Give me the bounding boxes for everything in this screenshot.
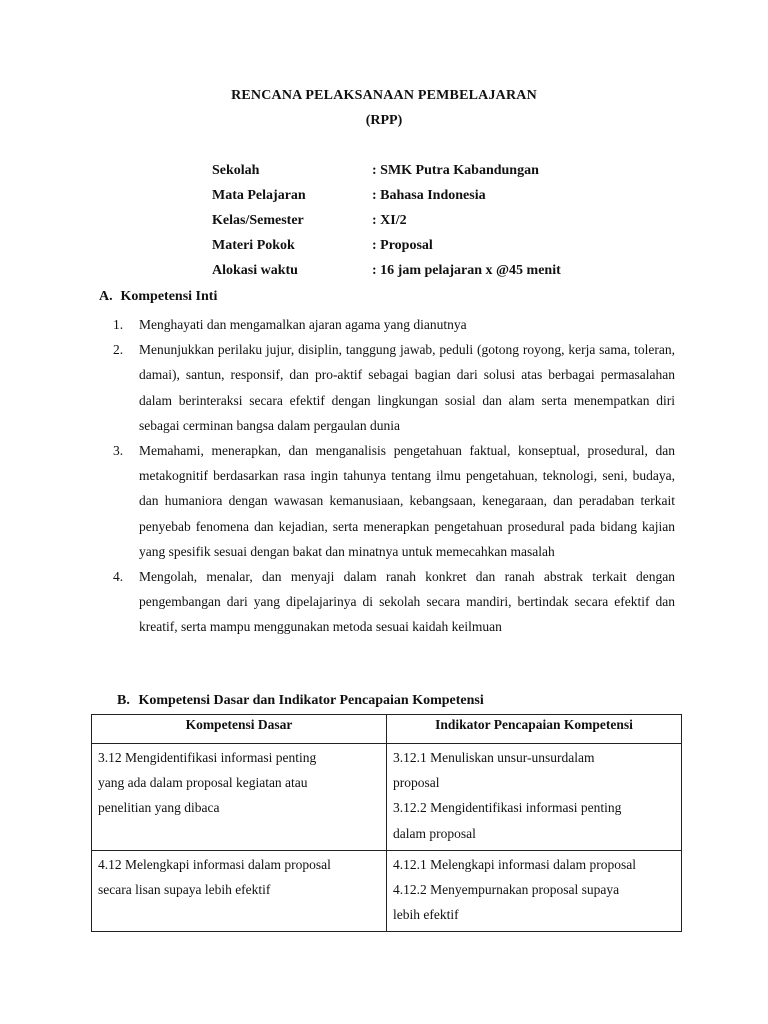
list-item [113, 312, 675, 337]
cell-line: 4.12.2 Menyempurnakan proposal supaya [393, 882, 620, 898]
info-row-alokasi-waktu [212, 263, 632, 288]
info-row-materi-pokok [212, 238, 632, 263]
list-item-number: 3. [113, 443, 124, 459]
section-title: Kompetensi Inti [120, 289, 218, 304]
info-label: Mata Pelajaran [212, 188, 306, 203]
cell-line: dalam proposal [393, 825, 476, 841]
cell-line: 4.12 Melengkapi informasi dalam proposal [98, 856, 331, 872]
info-label: Materi Pokok [212, 238, 295, 253]
table-row [92, 850, 682, 932]
info-label: Sekolah [212, 163, 260, 178]
cell-line: yang ada dalam proposal kegiatan atau [98, 775, 308, 791]
list-item [113, 438, 675, 564]
table-cell-kd [92, 850, 387, 932]
cell-line: 3.12.2 Mengidentifikasi informasi penting [393, 800, 622, 816]
identity-block [212, 163, 632, 288]
document-subtitle: (RPP) [365, 113, 403, 128]
table-cell-ipk [387, 744, 682, 851]
cell-line: lebih efektif [393, 907, 459, 923]
list-item-text: Menghayati dan mengamalkan ajaran agama yang dianutnya [139, 317, 467, 332]
cell-line: proposal [393, 775, 440, 791]
info-label: Alokasi waktu [212, 263, 298, 278]
document-title: RENCANA PELAKSANAAN PEMBELAJARAN [231, 88, 537, 103]
info-value: : Proposal [372, 238, 433, 253]
cell-line: secara lisan supaya lebih efektif [98, 882, 271, 898]
info-value: : Bahasa Indonesia [372, 188, 486, 203]
list-item-text: Menunjukkan perilaku jujur, disiplin, tanggung jawab, peduli (gotong royong, kerja sama, toleran, damai), santun, responsif, dan pro-aktif sebagai bagian dari solusi atas berbagai permasalahan dalam berinteraksi secara efektif dengan lingkungan sosial dan alam serta menempatkan diri sebagai cerminan bangsa dalam pergaulan dunia [139, 342, 675, 433]
section-heading-kompetensi-inti [99, 289, 217, 305]
cell-line: 4.12.1 Melengkapi informasi dalam proposal [393, 856, 636, 872]
section-heading-kompetensi-dasar [117, 693, 484, 709]
info-row-mata-pelajaran [212, 188, 632, 213]
list-item-number: 1. [113, 317, 124, 332]
kompetensi-inti-list [113, 312, 675, 640]
cell-line: 3.12.1 Menuliskan unsur-unsurdalam [393, 750, 595, 765]
info-row-sekolah [212, 163, 632, 188]
section-letter: A. [99, 289, 113, 304]
cell-line: 3.12 Mengidentifikasi informasi penting [98, 750, 317, 765]
table-header-indikator: Indikator Pencapaian Kompetensi [387, 715, 682, 744]
list-item [113, 564, 675, 640]
kompetensi-dasar-table [91, 714, 682, 932]
info-value: : 16 jam pelajaran x @45 menit [372, 263, 561, 278]
list-item-text: Memahami, menerapkan, dan menganalisis pengetahuan faktual, konseptual, prosedural, dan metakognitif berdasarkan rasa ingin tahunya tentang ilmu pengetahuan, teknologi, seni, budaya, dan humaniora dengan wawasan kemanusiaan, kebangsaan, kenegaraan, dan peradaban terkait penyebab fenomena dan kejadian, serta menerapkan pengetahuan prosedural pada bidang kajian yang spesifik sesuai dengan bakat dan minatnya untuk memecahkan masalah [139, 443, 675, 559]
info-label: Kelas/Semester [212, 213, 304, 228]
table-header-row [92, 715, 682, 744]
cell-line: penelitian yang dibaca [98, 800, 220, 816]
section-letter: B. [117, 693, 130, 708]
section-title: Kompetensi Dasar dan Indikator Pencapaian Kompetensi [138, 693, 484, 708]
table-header-kompetensi-dasar: Kompetensi Dasar [92, 715, 387, 744]
table-cell-ipk [387, 850, 682, 932]
list-item-number: 4. [113, 569, 124, 585]
list-item-number: 2. [113, 342, 124, 358]
list-item-text: Mengolah, menalar, dan menyaji dalam ranah konkret dan ranah abstrak terkait dengan pengembangan dari yang dipelajarinya di sekolah secara mandiri, bertindak secara efektif dan kreatif, serta mampu menggunakan metoda sesuai kaidah keilmuan [139, 569, 675, 635]
table-row [92, 744, 682, 851]
info-value: : XI/2 [372, 213, 407, 228]
info-value: : SMK Putra Kabandungan [372, 163, 539, 178]
info-row-kelas-semester [212, 213, 632, 238]
list-item [113, 337, 675, 438]
table-cell-kd [92, 744, 387, 851]
